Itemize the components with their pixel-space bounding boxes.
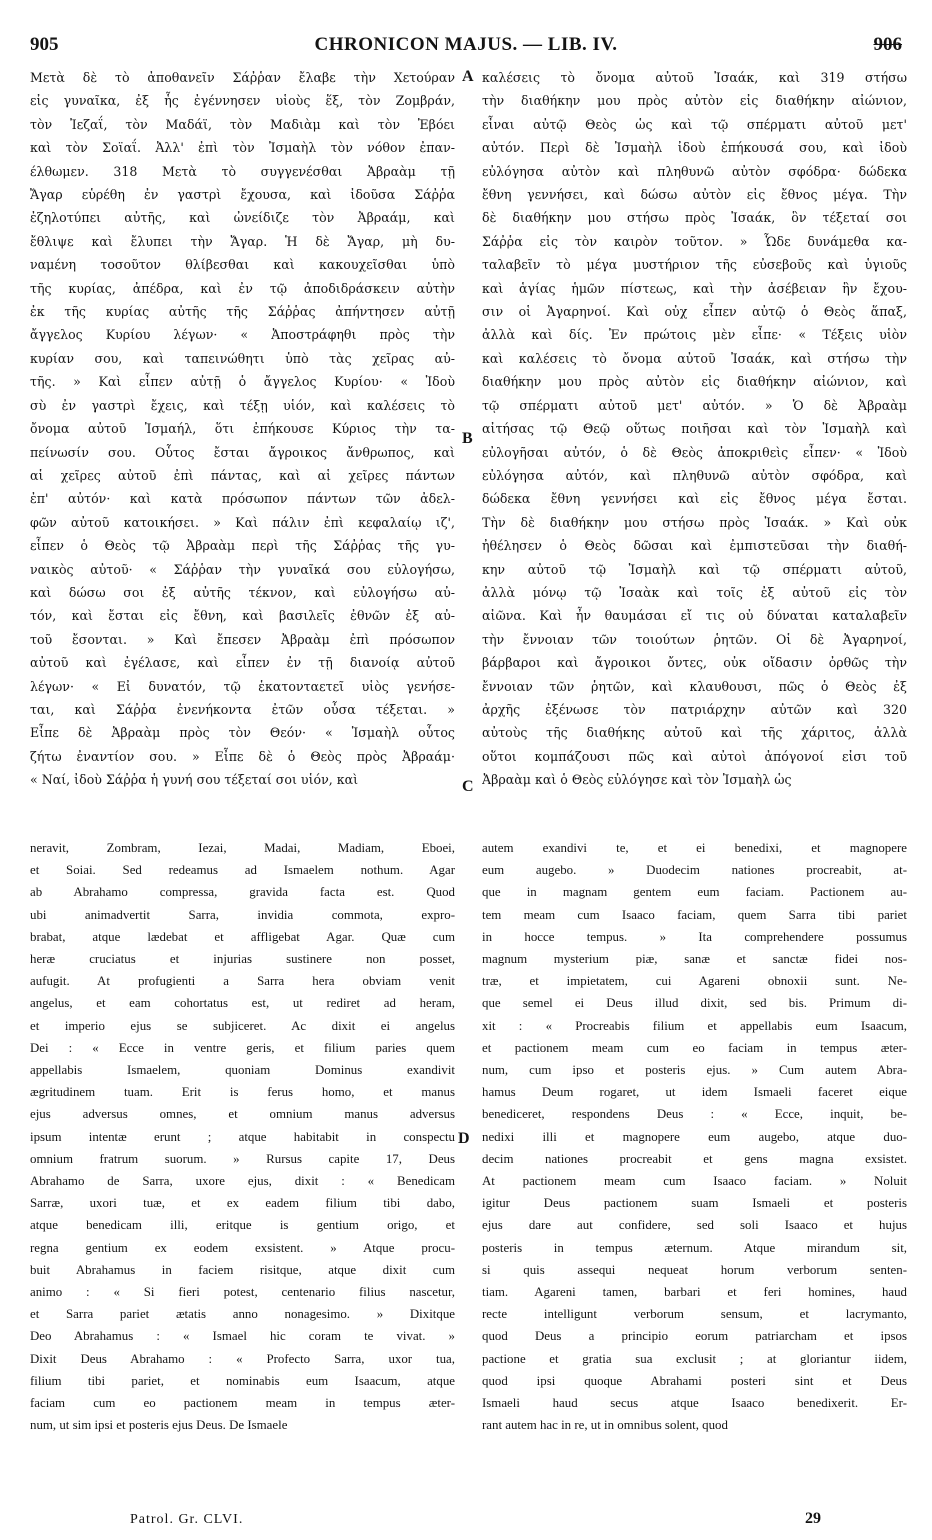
text-line: ἄγγελος Κυρίου λέγων· « Ἀποστράφηθι πρὸς τὴν [30, 327, 455, 343]
text-line: quod Deus a principio eorum patriarcham et ipsos [482, 1329, 907, 1344]
text-line: δὲ διαθήκην μου στήσω πρὸς Ἰσαάκ, ὃν τέξεταί σοι [482, 210, 907, 226]
margin-letter-d: D [458, 1130, 470, 1147]
text-line: buit Abrahamus in faciem risitque, atque dixit cum [30, 1262, 455, 1277]
text-line: πείνωσίν σου. Οὗτος ἔσται ἄγροικος ἄνθρωπος, καὶ [30, 444, 455, 460]
text-line: ἔννοιαν τῶν ῥητῶν, καὶ κλαυθουσι, πῶς ὁ Θεὸς ἐξ [482, 678, 907, 694]
text-line: ejus adversus omnes, et omnium manus adversus [30, 1107, 455, 1122]
text-line: Ἀβραὰμ καὶ ὁ Θεὸς εὐλόγησε καὶ τὸν Ἰσμαὴλ ὡς [482, 772, 792, 788]
text-line: ἔθνη γεννήσει, καὶ δώσω αὐτὸν εἰς ἔθνος μέγα. Τὴν [482, 187, 907, 203]
text-line: αἰῶνα. Καὶ ἦν θαυμάσαι εἴ τις οὐ δύναται καταλαβεῖν [482, 608, 907, 624]
text-line: Σάῤῥα εἰς τὸν καιρὸν τοῦτον. » Ὧδε δυνάμεθα κα- [482, 233, 907, 249]
margin-letter-b: B [462, 430, 473, 447]
text-line: træ, et impietatem, cui Agareni obnoxii sunt. Ne- [482, 974, 907, 989]
text-line: τόν, καὶ ἔσται εἰς ἔθνη, καὶ βασιλεῖς ἐθνῶν ἐξ αὐ- [30, 608, 455, 624]
greek-column-left [30, 66, 455, 794]
text-line: benediceret, respondens Deus : « Ecce, inquit, be- [482, 1107, 907, 1122]
text-line: τοῦ ἔσονται. » Καὶ ἔπεσεν Ἀβραὰμ ἐπὶ πρόσωπον [30, 631, 455, 647]
greek-column-right [482, 66, 907, 794]
text-line: « Ναί, ἰδοὺ Σάῤῥα ἡ γυνή σου τέξεταί σοι υἱόν, καὶ [30, 772, 359, 788]
text-line: ἐπ' αὐτόν· καὶ κατὰ πρόσωπον πάντων τῶν ἀδελ- [30, 491, 455, 507]
text-line: τὸν Ἰεζαΐ, τὸν Μαδάϊ, τὸν Μαδιὰμ καὶ τὸν Ἐβόει [30, 116, 455, 132]
text-line: εἰς γυναῖκα, ἐξ ἧς ἐγέννησεν υἱοὺς ἕξ, τὸν Ζομβράν, [30, 93, 455, 109]
latin-column-left [30, 837, 455, 1441]
text-line: Dixit Deus Abrahamo : « Profecto Sarra, uxor tua, [30, 1351, 455, 1366]
text-line: Ismaeli haud secus atque Isaaco benedixerit. Er- [482, 1396, 907, 1411]
text-line: βάρβαροι καὶ ἄγροικοι ὄντες, οὐκ οἴδασιν ὀρθῶς τὴν [482, 655, 907, 671]
text-line: quod ipsi quoque Abrahami posteri sint et Deus [482, 1373, 907, 1388]
text-line: ἀρχῆς ἐξένωσε τὸν πατριάρχην αὐτῶν καὶ 320 [482, 701, 907, 717]
text-line: et pactionem meam cum eo faciam in tempus æter- [482, 1040, 907, 1055]
text-line: ægritudinem tuam. Erit is ferus homo, et manus [30, 1085, 455, 1100]
text-line: et Soiai. Sed redeamus ad Ismaelem nothum. Agar [30, 863, 455, 878]
text-line: διαθήκην μου πρὸς αὐτὸν εἰς διαθήκην αἰώνιον, καὶ [482, 374, 907, 390]
text-line: σὺ ἐν γαστρὶ ἔχεις, καὶ τέξῃ υἱόν, καὶ καλέσεις τὸ [30, 397, 455, 413]
text-line: ipsum intentæ erunt ; atque habitabit in conspectu [30, 1129, 455, 1144]
text-line: Ἄγαρ εὑρέθη ἐν γαστρὶ ἔχουσα, καὶ ἰδοῦσα Σάῤῥα [30, 187, 455, 203]
text-line: omnium fratrum suorum. » Rursus capite 17, Deus [30, 1151, 455, 1166]
text-line: καὶ καλέσεις τὸ ὄνομα αὐτοῦ Ἰσαάκ, καὶ στήσω τὴν [482, 350, 907, 366]
text-line: καὶ δώσω σοι ἐξ αὐτῆς τέκνον, καὶ εὐλογήσω αὐ- [30, 584, 455, 600]
text-line: εἶναι αὐτῷ Θεὸς ὡς καὶ τῷ σπέρματι αὐτοῦ μετ' [482, 116, 907, 132]
text-line: brabat, atque lædebat et affligebat Agar. Quæ cum [30, 929, 455, 944]
text-line: εὐλόγησα αὐτὸν καὶ πληθυνῶ αὐτὸν σφόδρα· δώδεκα [482, 163, 907, 179]
text-line: recte intelligunt verborum sensum, et lacrymanto, [482, 1307, 907, 1322]
margin-letter-c: C [462, 778, 474, 795]
text-line: posteris in tempus æternum. Atque mirandum sit, [482, 1240, 907, 1255]
text-line: ἐκ τῆς κυρίας αὐτῆς τῆς Σάῤῥας ἀπήντησεν αὐτῇ [30, 304, 455, 320]
text-line: tiam. Agareni tamen, barbari et feri homines, haud [482, 1285, 907, 1300]
text-line: filium tibi pariet, et nominabis eum Isaacum, atque [30, 1373, 455, 1388]
text-line: eum augebo. » Duodecim nationes procreabit, at- [482, 863, 907, 878]
text-line: tem meam cum Isaaco faciam, quem Sarra tibi pariet [482, 907, 907, 922]
text-line: καλέσεις τὸ ὄνομα αὐτοῦ Ἰσαάκ, καὶ 319 στήσω [482, 70, 907, 85]
page-header [30, 30, 902, 62]
text-line: aufugit. At profugienti a Sarra hera obviam venit [30, 974, 455, 989]
text-line: pactione et gratia sua exclusit ; at gloriantur iidem, [482, 1351, 907, 1366]
text-line: in hocce tempus. » Ita comprehendere possumus [482, 929, 907, 944]
text-line: τῷ σπέρματι αὐτοῦ μετ' αὐτόν. » Ὁ δὲ Ἀβραὰμ [482, 397, 907, 413]
text-line: faciam cum eo pactionem meam in tempus æter- [30, 1396, 455, 1411]
text-line: τὴν ἔννοιαν τῶν τοιούτων ῥητῶν. Οἱ δὲ Ἀγαρηνοί, [482, 631, 907, 647]
text-line: καὶ ἁγίας ἡμῶν πίστεως, καὶ τὴν ἀσέβειαν ἣν ἔχου- [482, 280, 907, 296]
footer-patrology-ref: Patrol. Gr. CLVI. [130, 1512, 244, 1527]
text-line: δώδεκα ἔθνη γεννήσει καὶ εἰς ἔθνος μέγα ἔσται. [482, 491, 907, 507]
text-line: nedixi illi et magnopere eum augebo, atque duo- [482, 1129, 907, 1144]
text-line: num, cum ipso et posteris ejus. » Cum autem Abra- [482, 1063, 907, 1078]
text-line: et Sarra pariet ætatis anno nonagesimo. » Dixitque [30, 1307, 455, 1322]
text-line: igitur Deus pactionem suam Ismaeli et posteris [482, 1196, 907, 1211]
text-line: ἔθλιψε καὶ ἔλυπει τὴν Ἄγαρ. Ἡ δὲ Ἄγαρ, μὴ δυ- [30, 233, 455, 249]
text-line: οὕτοι κομπάζουσι πῶς καὶ αὐτοὶ ἀπόγονοί εἰσι τοῦ [482, 748, 907, 764]
text-line: αὐτοῦ καὶ ἐγέλασε, καὶ εἶπεν ἐν τῇ διανοίᾳ αὐτοῦ [30, 655, 455, 671]
text-line: ἠθέλησεν ὁ Θεὸς δῶσαι καὶ ἐμπιστεῦσαι τὴν διαθή- [482, 538, 907, 554]
text-line: atque benedicam illi, eritque is gentium origo, et [30, 1218, 455, 1233]
text-line: si quis assequi nequeat horum verborum senten- [482, 1262, 907, 1277]
text-line: τῆς. » Καὶ εἶπεν αὐτῇ ὁ ἄγγελος Κυρίου· « Ἰδοὺ [30, 374, 455, 390]
page-number-right: 906 [873, 34, 902, 55]
text-line: animo : « Si fieri potest, centenario filius nascetur, [30, 1285, 455, 1300]
text-line: αἱ χεῖρες αὐτοῦ ἐπὶ πάντας, καὶ αἱ χεῖρες πάντων [30, 467, 455, 483]
text-line: num, ut sim ipsi et posteris ejus Deus. De Ismaele [30, 1418, 288, 1433]
text-line: αὐτόν. Περὶ δὲ Ἰσμαὴλ ἰδοὺ ἐπήκουσά σου, καὶ ἰδοὺ [482, 140, 907, 156]
text-line: Dei : « Ecce in ventre geris, et filium paries quem [30, 1040, 455, 1055]
text-line: que semel ei Deus illud dixit, sed bis. Primum di- [482, 996, 907, 1011]
text-line: Deo Abrahamus : « Ismael hic coram te vivat. » [30, 1329, 455, 1344]
text-line: εἶπεν ὁ Θεὸς τῷ Ἀβραὰμ περὶ τῆς Σάῤῥας τῆς γυ- [30, 538, 455, 554]
footer-signature-number: 29 [805, 1510, 821, 1527]
text-line: ναικὸς αὐτοῦ· « Σάῤῥαν τὴν γυναῖκά σου εὐλογήσω, [30, 561, 455, 577]
latin-column-right [482, 837, 907, 1441]
text-line: κην αὐτοῦ τῷ Ἰσμαὴλ καὶ τῷ σπέρματι αὐτοῦ, [482, 561, 907, 577]
text-line: ναμένη τοσοῦτον θλίβεσθαι καὶ κακουχεῖσθαι ὑπὸ [30, 257, 455, 273]
text-line: κυρίαν σου, καὶ ταπεινώθητι ὑπὸ τὰς χεῖρας αὐ- [30, 350, 455, 366]
text-line: et imperio ejus se subjiceret. Ac dixit ei angelus [30, 1018, 455, 1033]
text-line: ἀλλὰ καὶ δίς. Ἐν πρώτοις μὲν εἶπε· « Τέξεις υἱὸν [482, 327, 907, 343]
text-line: ται, καὶ Σάῤῥα ἐνενήκοντα ἐτῶν οὖσα τέξεται. » [30, 701, 455, 717]
text-line: ταλαβεῖν τὸ μέγα μυστήριον τῆς εὐσεβοῦς καὶ ὑγιοῦς [482, 257, 907, 273]
text-line: xit : « Procreabis filium et appellabis eum Isaacum, [482, 1018, 907, 1033]
text-line: ab Abrahamo compressa, gravida facta est. Quod [30, 885, 455, 900]
running-title: CHRONICON MAJUS. — LIB. IV. [314, 34, 618, 55]
margin-letter-a: A [462, 68, 474, 85]
text-line: ζήτω ἐναντίον σου. » Εἶπε δὲ ὁ Θεὸς πρὸς Ἀβραάμ· [30, 748, 455, 764]
text-line: φῶν αὐτοῦ κατοικήσει. » Καὶ πάλιν ἐπὶ κεφαλαίῳ ιζ', [30, 514, 455, 530]
text-line: εὐλόγησα αὐτόν, καὶ πληθυνῶ αὐτὸν σφόδρα, καὶ [482, 467, 907, 483]
text-line: heræ cruciatus et injurias sustinere non posset, [30, 952, 455, 967]
text-line: autem exandivi te, et ei benedixi, et magnopere [482, 841, 907, 855]
text-line: ubi animadvertit Sarra, invidia commota, expro- [30, 907, 455, 922]
text-line: magnum mysterium piæ, sanæ et sanctæ fidei nos- [482, 952, 907, 967]
text-line: ἀλλὰ μόνῳ τῷ Ἰσαὰκ καὶ τοῖς ἐξ αὐτοῦ εἰς τὸν [482, 584, 907, 600]
text-line: τῆς κυρίας, ἀπέδρα, καὶ ἐν τῷ ἀποδιδράσκειν αὐτὴν [30, 280, 455, 296]
text-line: Τὴν δὲ διαθήκην μου στήσω πρὸς Ἰσαάκ. » Καὶ οὐκ [482, 514, 907, 530]
text-line: Sarræ, uxori tuæ, et ex eadem filium tibi dabo, [30, 1196, 455, 1211]
text-line: αὐτοὺς τῆς διαθήκης αὐτοῦ καὶ τῆς χάριτος, ἀλλὰ [482, 725, 907, 741]
text-line: rant autem hac in re, ut in omnibus solent, quod [482, 1418, 728, 1433]
text-line: appellabis Ismaelem, quoniam Dominus exandivit [30, 1063, 455, 1078]
text-line: εὐλογῆσαι αὐτόν, ὁ δὲ Θεὸς ἀποκριθεὶς εἶπεν· « Ἰδοὺ [482, 444, 907, 460]
text-line: Εἶπε δὲ Ἀβραὰμ πρὸς τὸν Θεόν· « Ἰσμαὴλ οὗτος [30, 725, 455, 741]
text-line: que in magnam gentem eum faciam. Pactionem au- [482, 885, 907, 900]
text-line: At pactionem meam cum Isaaco faciam. » Noluit [482, 1174, 907, 1189]
text-line: Μετὰ δὲ τὸ ἀποθανεῖν Σάῤῥαν ἔλαβε τὴν Χετούραν [30, 70, 455, 85]
text-line: Abrahamo de Sarra, uxore ejus, dixit : « Benedicam [30, 1174, 455, 1189]
text-line: λέγων· « Εἰ δυνατόν, τῷ ἑκατονταετεῖ υἱὸς γενήσε- [30, 678, 455, 694]
text-line: αἰτήσας τῷ Θεῷ οὕτως ποιῆσαι καὶ τὸν Ἰσμαὴλ καὶ [482, 421, 907, 437]
text-line: ὄνομα αὐτοῦ Ἰσμαήλ, ὅτι ἐπήκουσε Κύριος τὴν τα- [30, 421, 455, 437]
text-line: ἐζηλοτύπει αὐτῆς, καὶ ὠνείδιζε τὸν Ἀβραάμ, καὶ [30, 210, 455, 226]
text-line: καὶ τὸν Σοϊαΐ. Ἀλλ' ἐπὶ τὸν Ἰσμαὴλ τὸν νόθον ἐπαν- [30, 140, 455, 156]
text-line: decim nationes procreabit et gens magna exsistet. [482, 1151, 907, 1166]
text-line: neravit, Zombram, Iezai, Madai, Madiam, Eboei, [30, 841, 455, 855]
text-line: regna gentium ex eodem exsistent. » Atque procu- [30, 1240, 455, 1255]
text-line: ejus dare aut confidere, sed soli Isaaco et hujus [482, 1218, 907, 1233]
text-line: τὴν διαθήκην μου πρὸς αὐτὸν εἰς διαθήκην αἰώνιον, [482, 93, 907, 109]
text-line: angelus, et eam cohortatus est, ut rediret ad heram, [30, 996, 455, 1011]
page-number-left: 905 [30, 34, 59, 55]
text-line: έλθωμεν. 318 Μετὰ τὸ συγγενέσθαι Ἀβραὰμ τῇ [30, 163, 455, 179]
text-line: σιν οἱ Ἀγαρηνοί. Καὶ οὐχ εἶπεν αὐτῷ ὁ Θεὸς ἅπαξ, [482, 304, 907, 320]
text-line: hamus Deum rogaret, ut idem Ismaeli faceret eique [482, 1085, 907, 1100]
